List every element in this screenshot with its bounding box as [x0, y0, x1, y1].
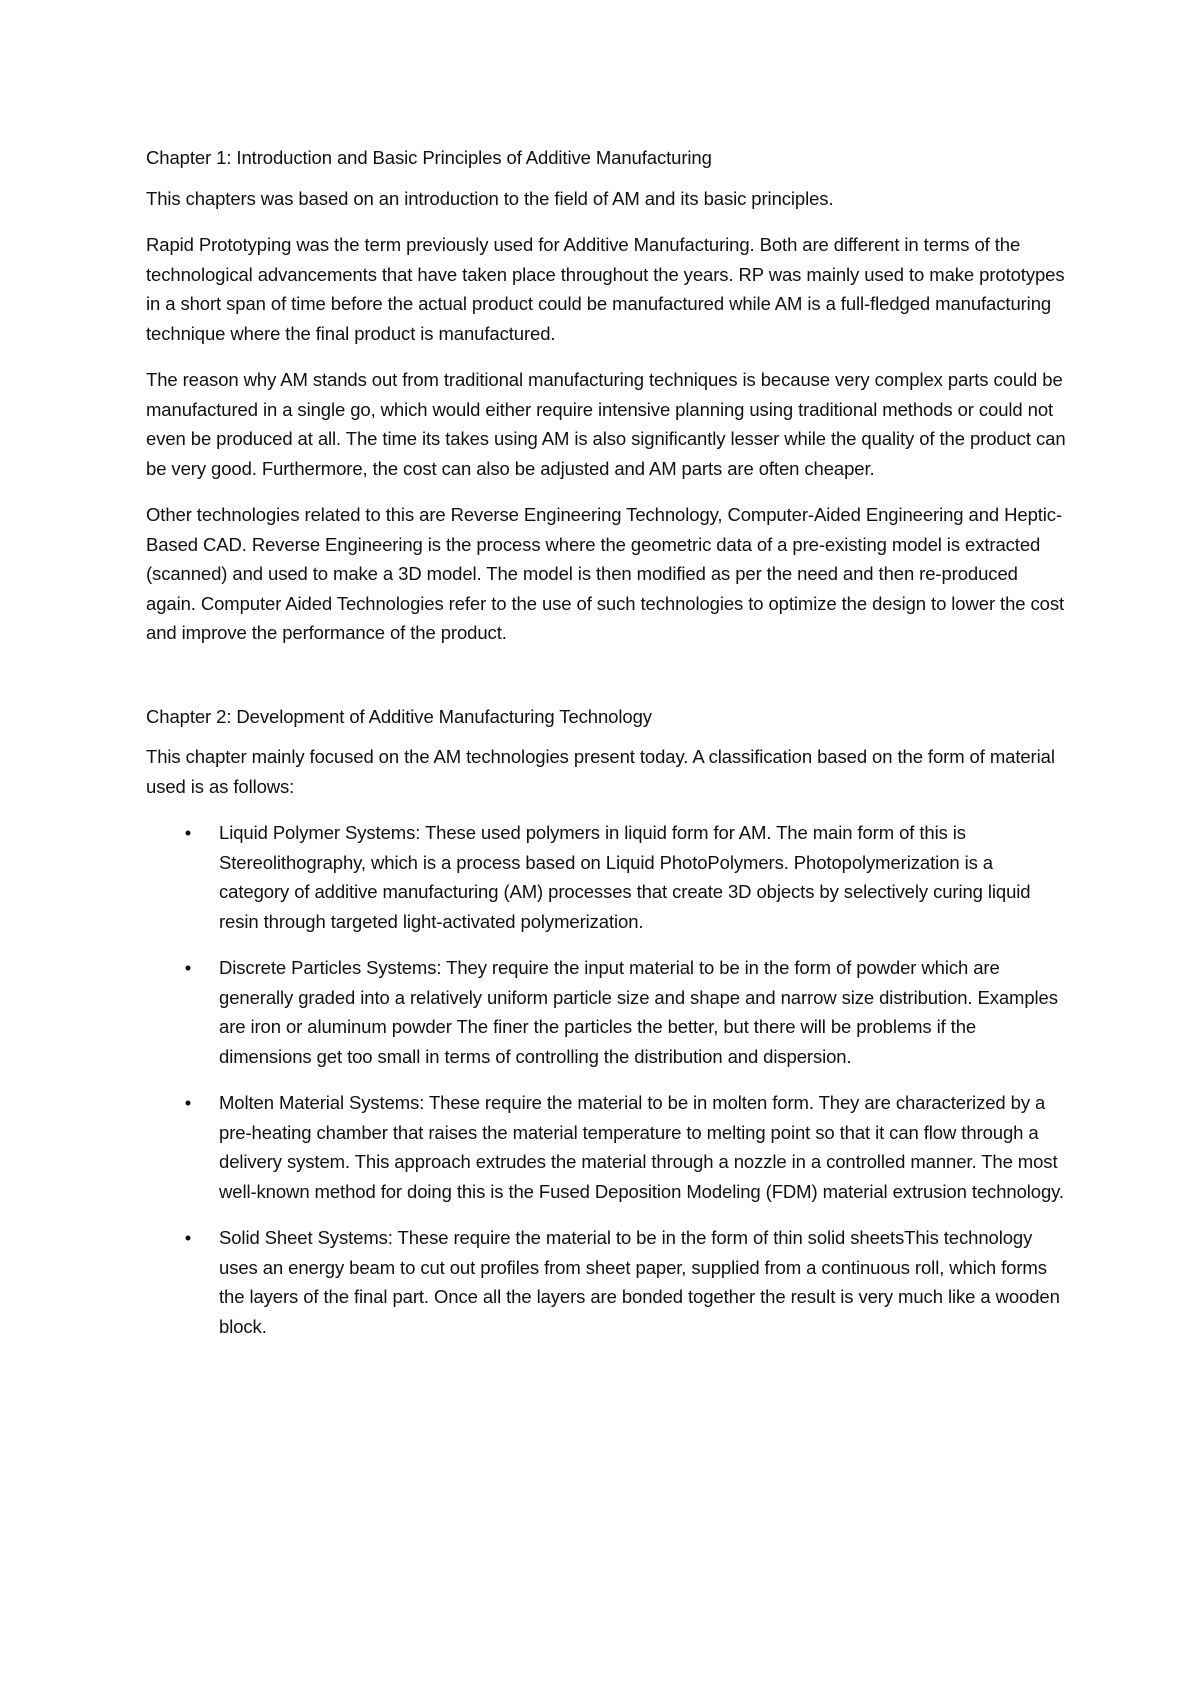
- chapter-1-section: [146, 143, 1066, 648]
- list-item-text: Liquid Polymer Systems: These used polymers in liquid form for AM. The main form of this is Stereolithography, which is a process based on Liquid PhotoPolymers. Photopolymerization is a category of additive manufacturing (AM) processes that create 3D objects by selectively curing liquid resin through targeted light-activated polymerization.: [219, 822, 1031, 932]
- bullet-icon: •: [184, 957, 192, 978]
- chapter-2-section: [146, 702, 1066, 1342]
- chapter-2-intro: This chapter mainly focused on the AM technologies present today. A classification based on the form of material used is as follows:: [146, 746, 1055, 797]
- list-item: [146, 1223, 1066, 1341]
- document-body: [146, 143, 1066, 1358]
- material-systems-list: [146, 818, 1066, 1341]
- bullet-icon: •: [184, 822, 192, 843]
- chapter-1-paragraph-2: Rapid Prototyping was the term previously used for Additive Manufacturing. Both are different in terms of the technological advancements that have taken place throughout the years. RP was mainly used to make prototypes in a short span of time before the actual product could be manufactured while AM is a full-fledged manufacturing technique where the final product is manufactured.: [146, 234, 1065, 344]
- list-item-text: Solid Sheet Systems: These require the material to be in the form of thin solid sheetsThis technology uses an energy beam to cut out profiles from sheet paper, supplied from a continuous roll, which forms the layers of the final part. Once all the layers are bonded together the result is very much like a wooden block.: [219, 1227, 1060, 1337]
- list-item-text: Molten Material Systems: These require the material to be in molten form. They are characterized by a pre-heating chamber that raises the material temperature to melting point so that it can flow through a delivery system. This approach extrudes the material through a nozzle in a controlled manner. The most well-known method for doing this is the Fused Deposition Modeling (FDM) material extrusion technology.: [219, 1092, 1064, 1202]
- chapter-1-title: Chapter 1: Introduction and Basic Principles of Additive Manufacturing: [146, 147, 712, 168]
- list-item: [146, 818, 1066, 936]
- chapter-1-paragraph-1: This chapters was based on an introduction to the field of AM and its basic principles.: [146, 187, 834, 209]
- bullet-icon: •: [184, 1227, 192, 1248]
- list-item-text: Discrete Particles Systems: They require the input material to be in the form of powder which are generally graded into a relatively uniform particle size and shape and narrow size distribution. Examples are iron or aluminum powder The finer the particles the better, but there will be problems if the dimensions get too small in terms of controlling the distribution and dispersion.: [219, 957, 1058, 1067]
- list-item: [146, 953, 1066, 1071]
- chapter-2-title: Chapter 2: Development of Additive Manufacturing Technology: [146, 705, 652, 727]
- bullet-icon: •: [184, 1092, 192, 1113]
- list-item: [146, 1088, 1066, 1206]
- chapter-1-paragraph-4: Other technologies related to this are Reverse Engineering Technology, Computer-Aided Engineering and Heptic-Based CAD. Reverse Engineering is the process where the geometric data of a pre-existing model is extracted (scanned) and used to make a 3D model. The model is then modified as per the need and then re-produced again. Computer Aided Technologies refer to the use of such technologies to optimize the design to lower the cost and improve the performance of the product.: [146, 504, 1065, 643]
- chapter-1-paragraph-3: The reason why AM stands out from traditional manufacturing techniques is because very complex parts could be manufactured in a single go, which would either require intensive planning using traditional methods or could not even be produced at all. The time its takes using AM is also significantly lesser while the quality of the product can be very good. Furthermore, the cost can also be adjusted and AM parts are often cheaper.: [146, 369, 1066, 479]
- section-spacer: [146, 665, 1066, 702]
